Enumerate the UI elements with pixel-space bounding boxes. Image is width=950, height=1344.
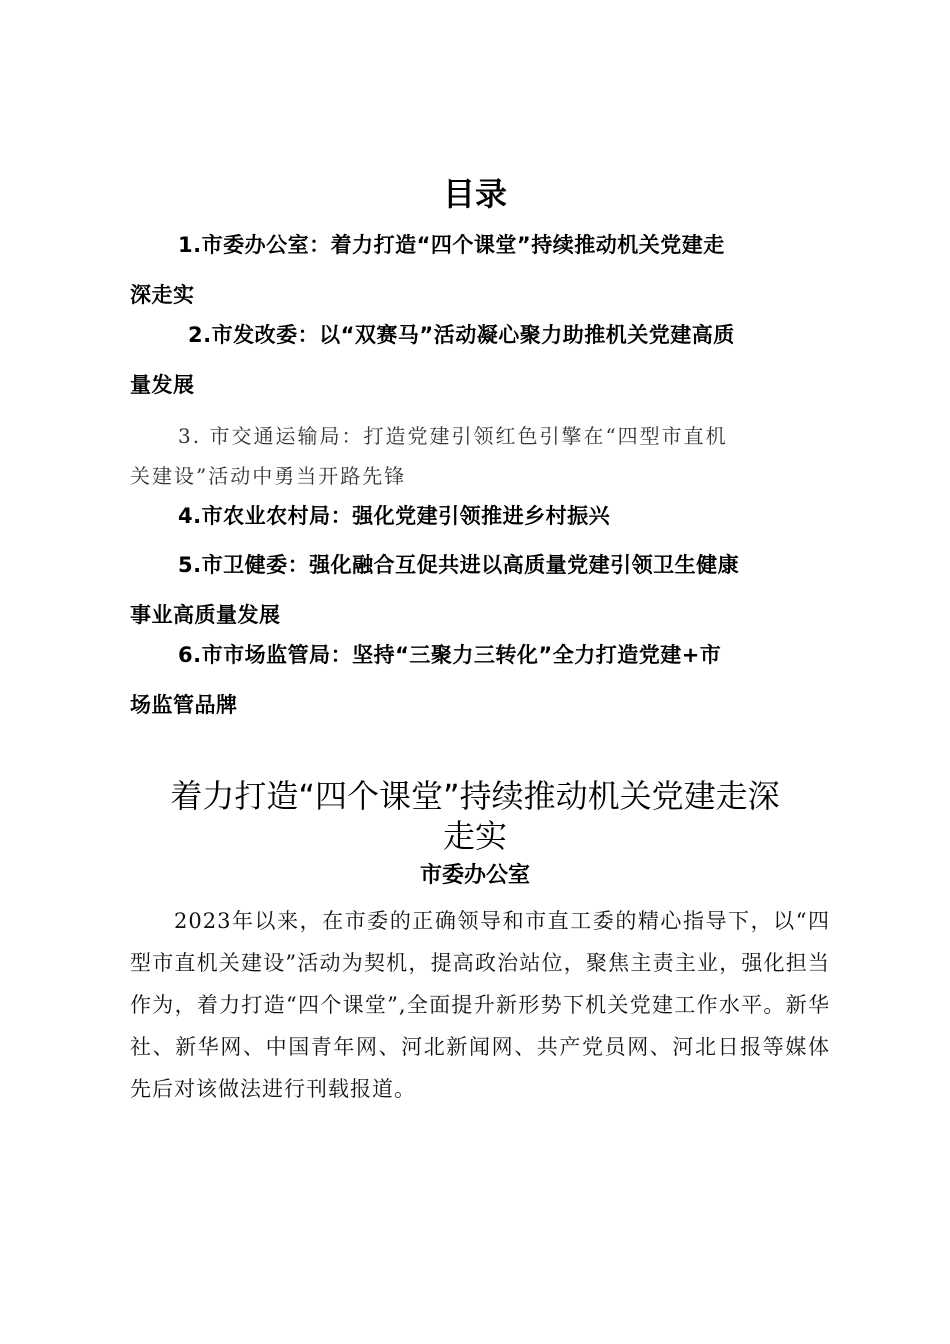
toc-entry-6[interactable] — [130, 630, 830, 730]
toc-entry-2-line1: 2.市发改委：以“双赛马”活动凝心聚力助推机关党建高质 — [188, 323, 735, 347]
article-author: 市委办公室 — [419, 863, 530, 888]
toc-entry-5-line2: 事业高质量发展 — [130, 603, 281, 627]
article-title-line1: 着力打造“四个课堂”持续推动机关党建走深 — [170, 777, 780, 815]
toc-entry-3-line1: 3. 市交通运输局：打造党建引领红色引擎在“四型市直机 — [178, 424, 728, 448]
toc-entry-5-line1: 5.市卫健委：强化融合互促共进以高质量党建引领卫生健康 — [178, 553, 740, 577]
toc-entry-2[interactable] — [130, 310, 830, 410]
article-body-paragraph: 2023年以来，在市委的正确领导和市直工委的精心指导下，以“四型市直机关建设”活动为契机，提高政治站位，聚焦主责主业，强化担当作为，着力打造“四个课堂”,全面提升新形势下机关党建工作水平。新华社、新华网、中国青年网、河北新闻网、共产党员网、河北日报等媒体先后对该做法进行刊载报道。 — [130, 909, 830, 1101]
toc-entry-1[interactable] — [130, 220, 830, 320]
toc-entry-6-line2: 场监管品牌 — [130, 693, 238, 717]
article-title-line2: 走实 — [442, 817, 507, 855]
toc-entry-3[interactable] — [130, 416, 830, 496]
article-title — [120, 776, 830, 856]
toc-entry-5[interactable] — [130, 540, 830, 640]
toc-entry-2-line2: 量发展 — [130, 373, 195, 397]
toc-entry-1-line1: 1.市委办公室：着力打造“四个课堂”持续推动机关党建走 — [178, 233, 725, 257]
toc-entry-4[interactable] — [130, 496, 830, 536]
toc-title: 目录 — [442, 175, 507, 213]
toc-entry-1-line2: 深走实 — [130, 283, 195, 307]
toc-entry-6-line1: 6.市市场监管局：坚持“三聚力三转化”全力打造党建+市 — [178, 643, 722, 667]
toc-entry-3-line2: 关建设”活动中勇当开路先锋 — [130, 464, 407, 488]
toc-entry-4-line1: 4.市农业农村局：强化党建引领推进乡村振兴 — [178, 504, 611, 528]
